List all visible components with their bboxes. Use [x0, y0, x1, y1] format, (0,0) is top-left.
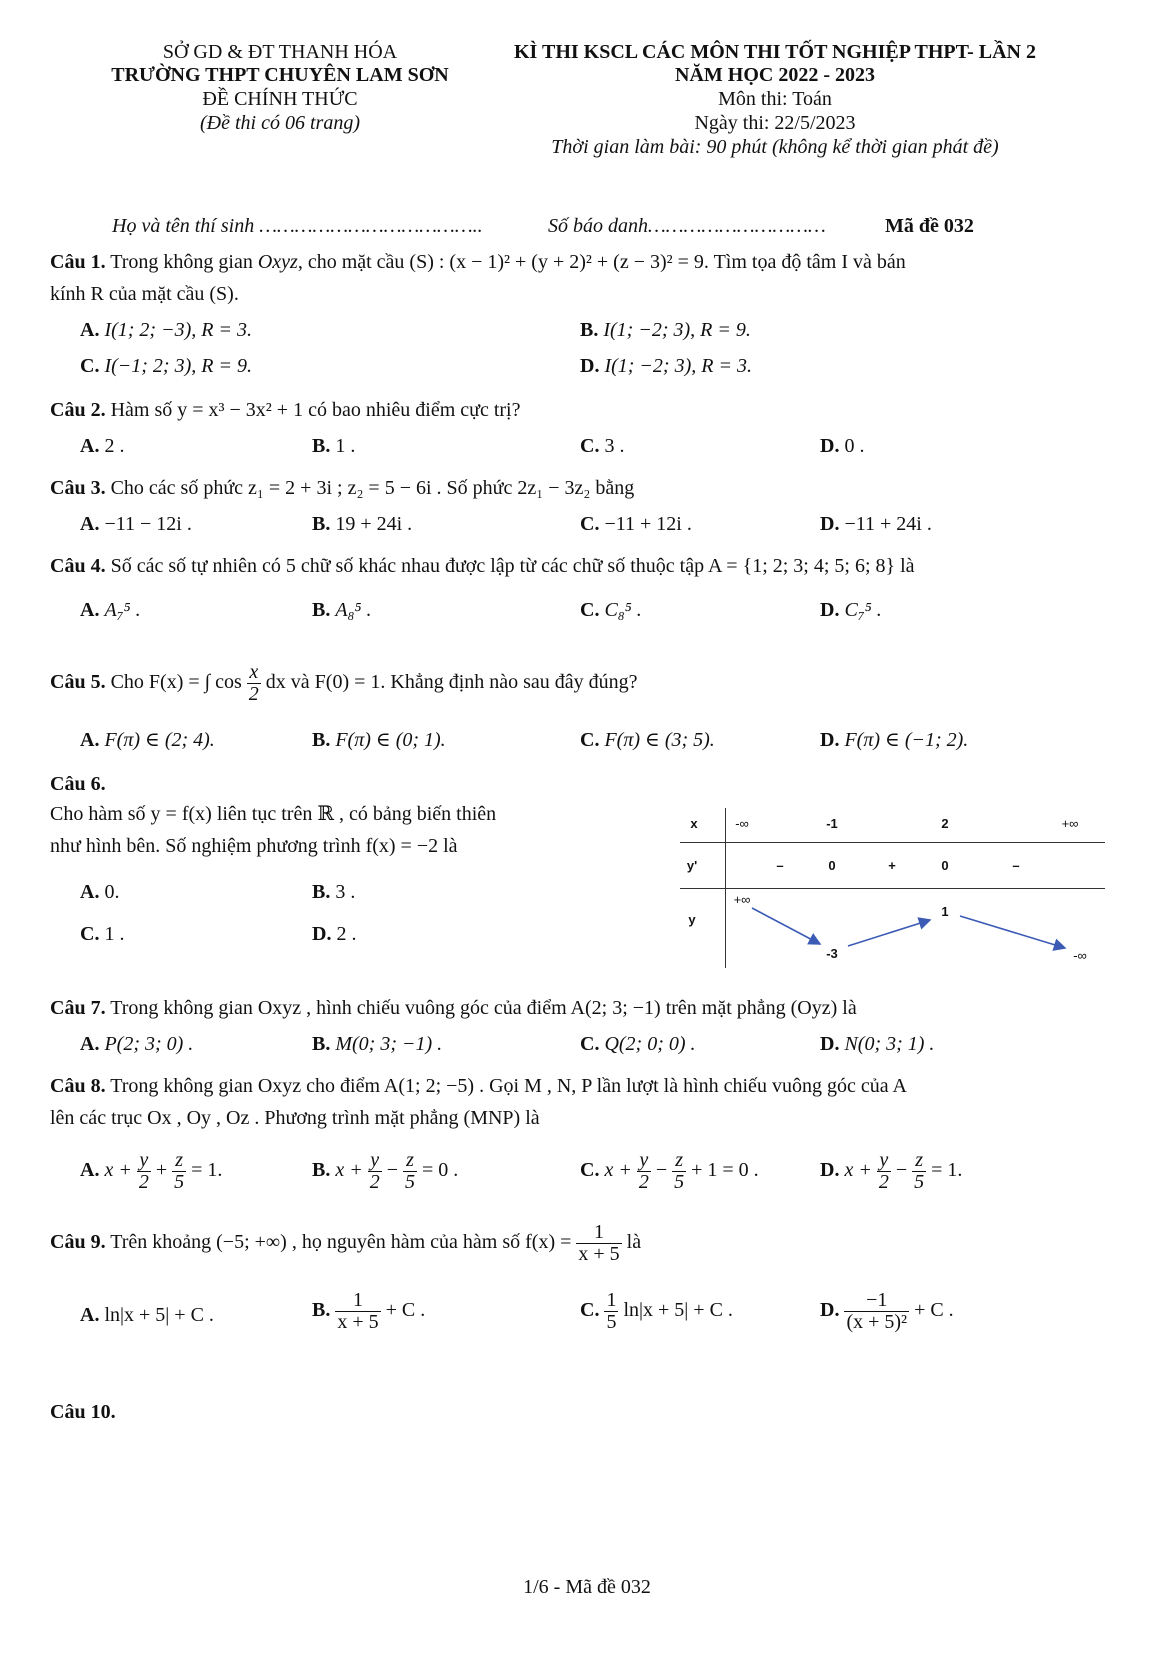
table-sign: – [776, 858, 784, 873]
header-school: TRƯỜNG THPT CHUYÊN LAM SƠN [111, 64, 449, 86]
table-x-label: x [690, 816, 698, 831]
question-8-stem: Câu 8. Trong không gian Oxyz cho điểm A(1; 2; −5) . Gọi M , N, P lần lượt là hình chiếu vuông góc của A [50, 1075, 907, 1097]
header-date: Ngày thi: 22/5/2023 [694, 112, 856, 134]
question-9-stem: Câu 9. Trên khoảng (−5; +∞) , họ nguyên hàm của hàm số f(x) = $\frac{1}{x + 5}$ là [50, 1221, 642, 1265]
header-department: SỞ GD & ĐT THANH HÓA [162, 41, 398, 63]
exam-code: Mã đề 032 [885, 215, 974, 237]
q8-option-c: C. x + $\frac{y}{2}$ − $\frac{z}{5}$ + 1 = 0 . [580, 1149, 759, 1193]
table-y-value: -∞ [1073, 948, 1087, 963]
candidate-number-field: Số báo danh………………………… [548, 215, 826, 237]
q9-option-d: D. $\frac{-1}{\text{(x + 5)²}}$ + C . [820, 1289, 954, 1333]
header-official: ĐỀ CHÍNH THỨC [202, 88, 358, 110]
candidate-name-field: Họ và tên thí sinh ……………………………….. [112, 215, 483, 237]
q4-option-b: B. A₈⁵ . [312, 599, 372, 621]
q3-option-d: D. −11 + 24i . [820, 513, 932, 535]
table-sign: 0 [828, 858, 836, 873]
question-1-stem: Câu 1. Trong không gian Oxyz, cho mặt cầu (S) : (x − 1)² + (y + 2)² + (z − 3)² = 9. Tìm tọa độ tâm I và bán [50, 251, 906, 273]
table-y-value: +∞ [733, 892, 751, 907]
q7-option-a: A. P(2; 3; 0) . [80, 1033, 194, 1055]
q5-option-a: A. F(π) ∈ (2; 4). [80, 729, 215, 751]
table-x-value: -1 [826, 816, 838, 831]
question-3-stem: Câu 3. Cho các số phức z₁ = 2 + 3i ; z₂ = 5 − 6i . Số phức 2z₁ − 3z₂ bằng [50, 477, 635, 499]
header-pages: (Đề thi có 06 trang) [200, 112, 360, 134]
question-8-stem-cont: lên các trục Ox , Oy , Oz . Phương trình mặt phẳng (MNP) là [50, 1107, 540, 1129]
question-7-stem: Câu 7. Trong không gian Oxyz , hình chiếu vuông góc của điểm A(2; 3; −1) trên mặt phẳng (Oyz) là [50, 997, 857, 1019]
table-x-value: 2 [941, 816, 949, 831]
table-x-value: -∞ [735, 816, 749, 831]
q3-option-b: B. 19 + 24i . [312, 513, 413, 535]
q2-option-b: B. 1 . [312, 435, 356, 457]
page-footer: 1/6 - Mã đề 032 [523, 1576, 651, 1598]
q7-option-d: D. N(0; 3; 1) . [820, 1033, 935, 1055]
table-y-value: -3 [826, 946, 838, 961]
q5-option-b: B. F(π) ∈ (0; 1). [312, 729, 446, 751]
q8-option-a: A. x + $\frac{y}{2}$ + $\frac{z}{5}$ = 1. [80, 1149, 223, 1193]
q1-option-b: B. I(1; −2; 3), R = 9. [580, 319, 751, 341]
table-sign: 0 [941, 858, 949, 873]
q6-option-b: B. 3 . [312, 881, 356, 903]
q1-option-a: A. I(1; 2; −3), R = 3. [80, 319, 252, 341]
q7-option-c: C. Q(2; 0; 0) . [580, 1033, 696, 1055]
q8-option-b: B. x + $\frac{y}{2}$ − $\frac{z}{5}$ = 0 . [312, 1149, 459, 1193]
q7-option-b: B. M(0; 3; −1) . [312, 1033, 443, 1055]
q6-option-d: D. 2 . [312, 923, 357, 945]
decrease-arrow [960, 916, 1065, 948]
q3-option-c: C. −11 + 12i . [580, 513, 692, 535]
increase-arrow [848, 920, 930, 946]
q9-option-a: A. ln|x + 5| + C . [80, 1304, 214, 1326]
table-y-label: y [688, 912, 696, 927]
question-5-stem: Câu 5. Cho F(x) = ∫ cos $\frac{x}{2}$ dx và F(0) = 1. Khẳng định nào sau đây đúng? [50, 661, 638, 705]
decrease-arrow [752, 908, 820, 944]
q2-option-a: A. 2 . [80, 435, 125, 457]
q3-option-a: A. −11 − 12i . [80, 513, 192, 535]
q4-option-d: D. C₇⁵ . [820, 599, 882, 621]
q1-option-c: C. I(−1; 2; 3), R = 9. [80, 355, 252, 377]
table-yprime-label: y' [686, 858, 698, 873]
q6-option-c: C. 1 . [80, 923, 125, 945]
header-duration: Thời gian làm bài: 90 phút (không kể thời gian phát đề) [551, 136, 999, 158]
question-1-stem-cont: kính R của mặt cầu (S). [50, 283, 239, 305]
header-exam-title: KÌ THI KSCL CÁC MÔN THI TỐT NGHIỆP THPT- LẦN 2 [514, 41, 1036, 63]
header-subject: Môn thi: Toán [718, 88, 832, 110]
question-6-label: Câu 6. [50, 773, 106, 795]
q2-option-d: D. 0 . [820, 435, 865, 457]
q2-option-c: C. 3 . [580, 435, 625, 457]
q5-fraction: $\frac{x}{2}$ [248, 661, 259, 705]
table-sign: – [1012, 858, 1020, 873]
variation-table [680, 808, 1105, 968]
question-6-stem-cont: như hình bên. Số nghiệm phương trình f(x) = −2 là [50, 835, 458, 857]
question-4-stem: Câu 4. Số các số tự nhiên có 5 chữ số khác nhau được lập từ các chữ số thuộc tập A = {1; 2; 3; 4; 5; 6; 8} là [50, 555, 915, 577]
q4-option-a: A. A₇⁵ . [80, 599, 141, 621]
table-arrows [680, 808, 1105, 968]
question-2-stem: Câu 2. Hàm số y = x³ − 3x² + 1 có bao nhiêu điểm cực trị? [50, 399, 521, 421]
table-x-value: +∞ [1061, 816, 1079, 831]
table-sign: + [888, 858, 896, 873]
table-y-value: 1 [941, 904, 949, 919]
q1-option-d: D. I(1; −2; 3), R = 3. [580, 355, 752, 377]
question-6-stem: Cho hàm số y = f(x) liên tục trên ℝ , có bảng biến thiên [50, 803, 497, 825]
q4-option-c: C. C₈⁵ . [580, 599, 642, 621]
q8-option-d: D. x + $\frac{y}{2}$ − $\frac{z}{5}$ = 1. [820, 1149, 963, 1193]
question-10-label: Câu 10. [50, 1401, 116, 1423]
q5-option-c: C. F(π) ∈ (3; 5). [580, 729, 715, 751]
header-school-year: NĂM HỌC 2022 - 2023 [675, 64, 875, 86]
q9-option-c: C. $\frac{1}{5}$ ln|x + 5| + C . [580, 1289, 733, 1333]
q9-option-b: B. $\frac{1}{x + 5}$ + C . [312, 1289, 426, 1333]
q5-option-d: D. F(π) ∈ (−1; 2). [820, 729, 969, 751]
q6-option-a: A. 0. [80, 881, 120, 903]
